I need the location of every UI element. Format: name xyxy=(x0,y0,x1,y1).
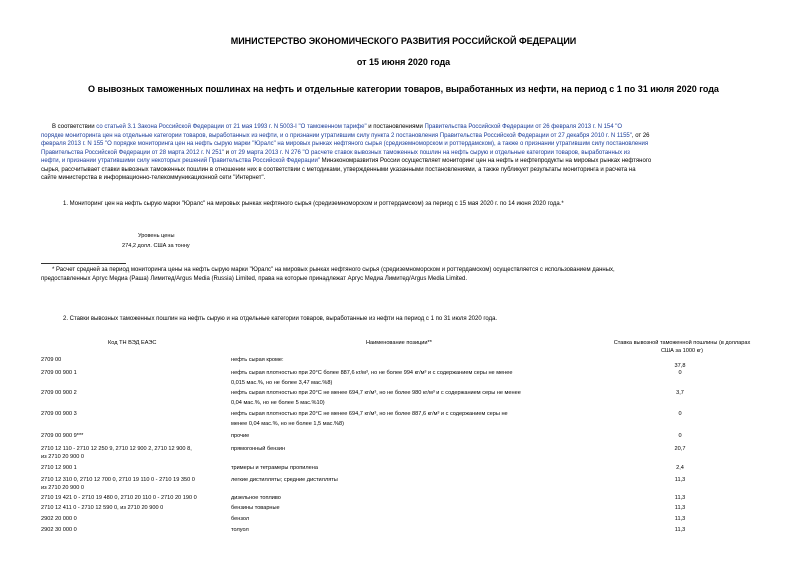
duty-rate: 37,8 xyxy=(674,363,686,369)
product-name: 0,015 мас.%, но не более 3,47 мас.%8) xyxy=(231,380,333,386)
link-resolution-276-cont[interactable]: нефти, и признании утратившими силу некоторых решений Правительства Российской Федерации" xyxy=(41,158,320,164)
product-name: дизельное топливо xyxy=(231,495,281,501)
ministry-title: МИНИСТЕРСТВО ЭКОНОМИЧЕСКОГО РАЗВИТИЯ РОССИЙСКОЙ ФЕДЕРАЦИИ xyxy=(230,36,577,46)
product-code: 2902 30 000 0 xyxy=(41,527,77,533)
section-2-text: 2. Ставки вывозных таможенных пошлин на нефть сырую и на отдельные категории товаров, выработанные из нефти на период с 1 по 31 июля 2020 года. xyxy=(63,316,498,322)
duty-rate: 11,3 xyxy=(674,495,686,501)
intro-text: В соответствии xyxy=(52,124,97,130)
product-code: 2710 19 421 0 - 2710 19 480 0, 2710 20 110 0 - 2710 20 190 0 xyxy=(41,495,197,501)
footnote-divider xyxy=(41,263,126,264)
link-resolution-154[interactable]: Правительства Российской Федерации от 26 февраля 2013 г. N 154 "О xyxy=(424,124,623,130)
link-resolution-276[interactable]: от 29 марта 2013 г. N 276 "О расчете ставок вывозных таможенных пошлин на нефть сырую и отдельные категории товаров, выработанных из xyxy=(230,150,630,156)
product-name: легкие дистилляты; средние дистилляты xyxy=(231,477,338,483)
product-code: 2709 00 900 1 xyxy=(41,370,77,376)
duty-rate: 2,4 xyxy=(676,465,684,471)
product-name: нефть сырая плотностью при 20°С более 887,6 кг/м³, но не более 994 кг/м³ и с содержанием серы не менее xyxy=(231,370,513,376)
product-name: прямогонный бензин xyxy=(231,446,286,452)
product-name: толуол xyxy=(231,527,249,533)
product-name: прочие xyxy=(231,433,250,439)
product-code: 2710 12 110 - 2710 12 250 9, 2710 12 900 2, 2710 12 900 8, xyxy=(41,446,192,452)
column-header-rate-2: США за 1000 кг) xyxy=(660,348,704,354)
product-code: 2709 00 900 9*** xyxy=(41,433,84,439)
duty-rate: 11,3 xyxy=(674,477,686,483)
product-name: нефть сырая кроме: xyxy=(231,357,284,363)
product-name: бензины товарные xyxy=(231,505,280,511)
intro-line-1 xyxy=(52,124,622,132)
intro-text: и постановлениями xyxy=(366,124,425,130)
duty-rate: 11,3 xyxy=(674,527,686,533)
product-code: 2709 00 900 2 xyxy=(41,390,77,396)
product-code: 2710 12 310 0, 2710 12 700 0, 2710 19 110 0 - 2710 19 350 0 xyxy=(41,477,195,483)
product-code: 2709 00 xyxy=(41,357,62,363)
product-code: из 2710 20 900 0 xyxy=(41,485,85,491)
duty-rate: 0 xyxy=(678,370,682,376)
price-label: Уровень цены xyxy=(138,233,175,239)
product-code: 2710 12 900 1 xyxy=(41,465,77,471)
intro-text: , от 26 xyxy=(631,133,650,139)
intro-text: Минэкономразвития России осуществляет мониторинг цен на нефть и нефтепродукты на мировых рынках нефтяного xyxy=(319,158,652,164)
price-value: 274,2 долл. США за тонну xyxy=(122,243,190,249)
link-resolution-251[interactable]: Правительства Российской Федерации от 28 марта 2012 г. N 251" xyxy=(41,150,225,156)
document-subject: О вывозных таможенных пошлинах на нефть и отдельные категории товаров, выработанных из нефти, на период с 1 по 31 июля 2020 года xyxy=(88,84,719,94)
product-name: тримеры и тетрамеры пропилена xyxy=(231,465,318,471)
intro-line-6: сырья, рассчитывает ставки вывозных таможенных пошлин в отношении них в соответствии с методиками, утвержденными указанными постановлениями, а также публикует результаты мониторинга и расчета на xyxy=(41,167,636,173)
intro-line-5 xyxy=(41,158,651,166)
product-code: из 2710 20 900 0 xyxy=(41,454,85,460)
product-name: бензол xyxy=(231,516,250,522)
intro-text: и xyxy=(224,150,231,156)
product-name: менее 0,04 мас.%, но не более 1,5 мас.%8) xyxy=(231,421,344,427)
link-resolution-154-cont[interactable]: порядке мониторинга цен на отдельные категории товаров, выработанных из нефти, и о признании утратившим силу пункта 2 постановления Правительства Российской Федерации от 27 декабря 2010 г. N 1155" xyxy=(41,133,632,139)
product-name: нефть сырая плотностью при 20°С не менее 694,7 кг/м³, но не более 980 кг/м³ и с содержанием серы не менее xyxy=(231,390,521,396)
document-date: от 15 июня 2020 года xyxy=(356,57,451,67)
footnote-line-1: * Расчет средней за период мониторинга цены на нефть сырую марки "Юралс" на мировых рынках нефтяного сырья (средиземноморском и роттердамском) осуществляется с использованием данных, xyxy=(52,267,615,273)
duty-rate: 0 xyxy=(678,411,682,417)
product-code: 2710 12 411 0 - 2710 12 590 0, из 2710 20 900 0 xyxy=(41,505,164,511)
link-resolution-155[interactable]: февраля 2013 г. N 155 "О порядке мониторинга цен на нефть сырую марки "Юралс" на мировых рынках нефтяного сырья (средиземноморском и роттердамском), а также о признании утратившим силу постановления xyxy=(41,141,649,147)
duty-rate: 20,7 xyxy=(674,446,686,452)
product-code: 2709 00 900 3 xyxy=(41,411,77,417)
intro-line-3 xyxy=(41,141,648,149)
column-header-name: Наименование позиции** xyxy=(366,340,432,346)
link-customs-tariff-law[interactable]: со статьей 3.1 Закона Российской Федерации от 21 мая 1993 г. N 5003-I "О таможенном тарифе" xyxy=(96,124,367,130)
footnote-line-2: предоставленных Аргус Медиа (Раша) Лимитед/Argus Media (Russia) Limited, права на которые принадлежат Аргус Медиа Лимитед/Argus Media Limited. xyxy=(41,276,468,282)
column-header-rate-1: Ставка вывозной таможенной пошлины (в долларах xyxy=(613,340,751,346)
section-1-text: 1. Мониторинг цен на нефть сырую марки "Юралс" на мировых рынках нефтяного сырья (средиземноморском и роттердамском) за период с 15 мая 2020 г. по 14 июня 2020 года.* xyxy=(63,201,564,207)
intro-line-4 xyxy=(41,150,630,158)
duty-rate: 11,3 xyxy=(674,505,686,511)
column-header-code: Код ТН ВЭД ЕАЭС xyxy=(108,340,157,346)
product-code: 2902 20 000 0 xyxy=(41,516,77,522)
intro-line-7: сайте министерства в информационно-телекоммуникационной сети "Интернет". xyxy=(41,175,266,181)
product-name: 0,04 мас.%, но не более 5 мас.%10) xyxy=(231,400,325,406)
product-name: нефть сырая плотностью при 20°С не менее 694,7 кг/м³, но не более 887,6 кг/м³ и с содержанием серы не xyxy=(231,411,508,417)
duty-rate: 0 xyxy=(678,433,682,439)
intro-line-2 xyxy=(41,133,650,141)
duty-rate: 11,3 xyxy=(674,516,686,522)
duty-rate: 3,7 xyxy=(676,390,684,396)
